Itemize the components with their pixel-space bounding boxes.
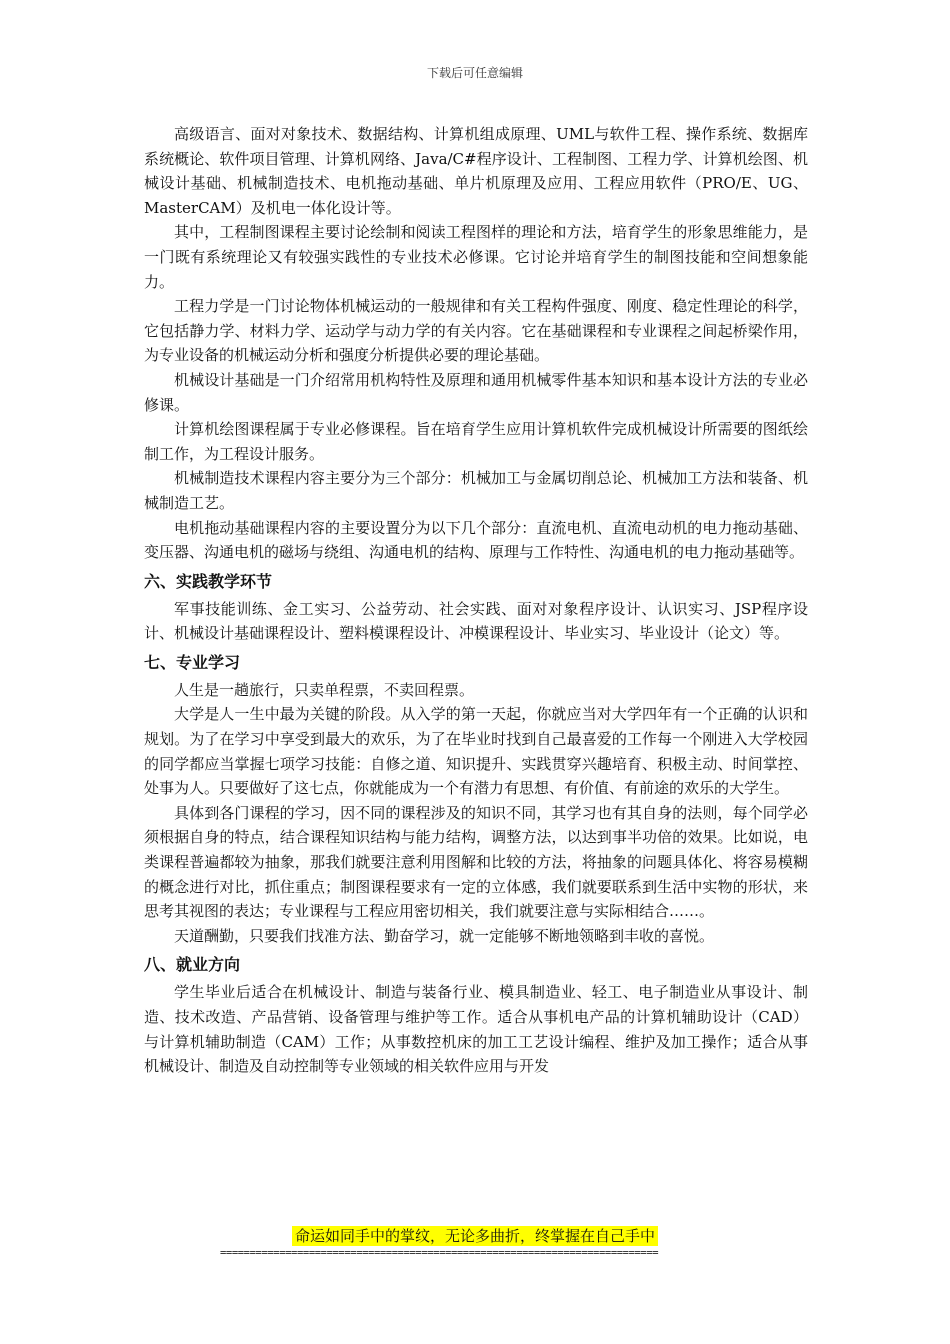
paragraph: 机械设计基础是一门介绍常用机构特性及原理和通用机械零件基本知识和基本设计方法的专业必修课。 bbox=[144, 370, 808, 414]
footer-slogan: 命运如同手中的掌纹，无论多曲折，终掌握在自己手中 bbox=[292, 1226, 658, 1246]
footer-rule: ========================================================================== bbox=[220, 1247, 659, 1259]
paragraph: 天道酬勤，只要我们找准方法、勤奋学习，就一定能够不断地领略到丰收的喜悦。 bbox=[174, 926, 715, 945]
section-heading-practice: 六、实践教学环节 bbox=[144, 571, 273, 591]
paragraph: 电机拖动基础课程内容的主要设置分为以下几个部分：直流电机、直流电动机的电力拖动基础、变压器、沟通电机的磁场与绕组、沟通电机的结构、原理与工作特性、沟通电机的电力拖动基础等。 bbox=[144, 518, 808, 562]
paragraph: 工程力学是一门讨论物体机械运动的一般规律和有关工程构件强度、刚度、稳定性理论的科学，它包括静力学、材料力学、运动学与动力学的有关内容。它在基础课程和专业课程之间起桥梁作用，为专业设备的机械运动分析和强度分析提供必要的理论基础。 bbox=[144, 297, 808, 365]
paragraph: 人生是一趟旅行，只卖单程票，不卖回程票。 bbox=[174, 680, 475, 699]
section-heading-employment: 八、就业方向 bbox=[144, 955, 241, 975]
paragraph: 高级语言、面对对象技术、数据结构、计算机组成原理、UML与软件工程、操作系统、数据库系统概论、软件项目管理、计算机网络、Java/C#程序设计、工程制图、工程力学、计算机绘图、机械设计基础、机械制造技术、电机拖动基础、单片机原理及应用、工程应用软件（PRO/E、UG、MasterCAM）及机电一体化设计等。 bbox=[144, 125, 808, 217]
paragraph: 军事技能训练、金工实习、公益劳动、社会实践、面对对象程序设计、认识实习、JSP程序设计、机械设计基础课程设计、塑料模课程设计、冲模课程设计、毕业实习、毕业设计（论文）等。 bbox=[144, 599, 808, 643]
page-header: 下载后可任意编辑 bbox=[426, 66, 523, 80]
document-body bbox=[144, 122, 808, 1079]
paragraph: 大学是人一生中最为关键的阶段。从入学的第一天起，你就应当对大学四年有一个正确的认识和规划。为了在学习中享受到最大的欢乐，为了在毕业时找到自己最喜爱的工作每一个刚进入大学校园的同学都应当掌握七项学习技能：自修之道、知识提升、实践贯穿兴趣培育、积极主动、时间掌控、处事为人。只要做好了这七点，你就能成为一个有潜力有思想、有价值、有前途的欢乐的大学生。 bbox=[144, 705, 808, 798]
paragraph: 计算机绘图课程属于专业必修课程。旨在培育学生应用计算机软件完成机械设计所需要的图纸绘制工作，为工程设计服务。 bbox=[144, 420, 808, 463]
paragraph: 机械制造技术课程内容主要分为三个部分：机械加工与金属切削总论、机械加工方法和装备、机械制造工艺。 bbox=[144, 469, 808, 512]
page-footer bbox=[0, 1226, 950, 1246]
paragraph: 其中，工程制图课程主要讨论绘制和阅读工程图样的理论和方法，培育学生的形象思维能力，是一门既有系统理论又有较强实践性的专业技术必修课。它讨论并培育学生的制图技能和空间想象能力。 bbox=[144, 223, 808, 291]
paragraph: 具体到各门课程的学习，因不同的课程涉及的知识不同，其学习也有其自身的法则，每个同学必须根据自身的特点，结合课程知识结构与能力结构，调整方法，以达到事半功倍的效果。比如说，电类课程普遍都较为抽象，那我们就要注意利用图解和比较的方法，将抽象的问题具体化、将容易模糊的概念进行对比，抓住重点；制图课程要求有一定的立体感，我们就要联系到生活中实物的形状，来思考其视图的表达；专业课程与工程应用密切相关，我们就要注意与实际相结合……。 bbox=[144, 803, 808, 921]
section-heading-study: 七、专业学习 bbox=[144, 652, 241, 672]
paragraph: 学生毕业后适合在机械设计、制造与装备行业、模具制造业、轻工、电子制造业从事设计、制造、技术改造、产品营销、设备管理与维护等工作。适合从事机电产品的计算机辅助设计（CAD）与计算机辅助制造（CAM）工作；从事数控机床的加工工艺设计编程、维护及加工操作；适合从事机械设计、制造及自动控制等专业领域的相关软件应用与开发 bbox=[144, 983, 808, 1076]
